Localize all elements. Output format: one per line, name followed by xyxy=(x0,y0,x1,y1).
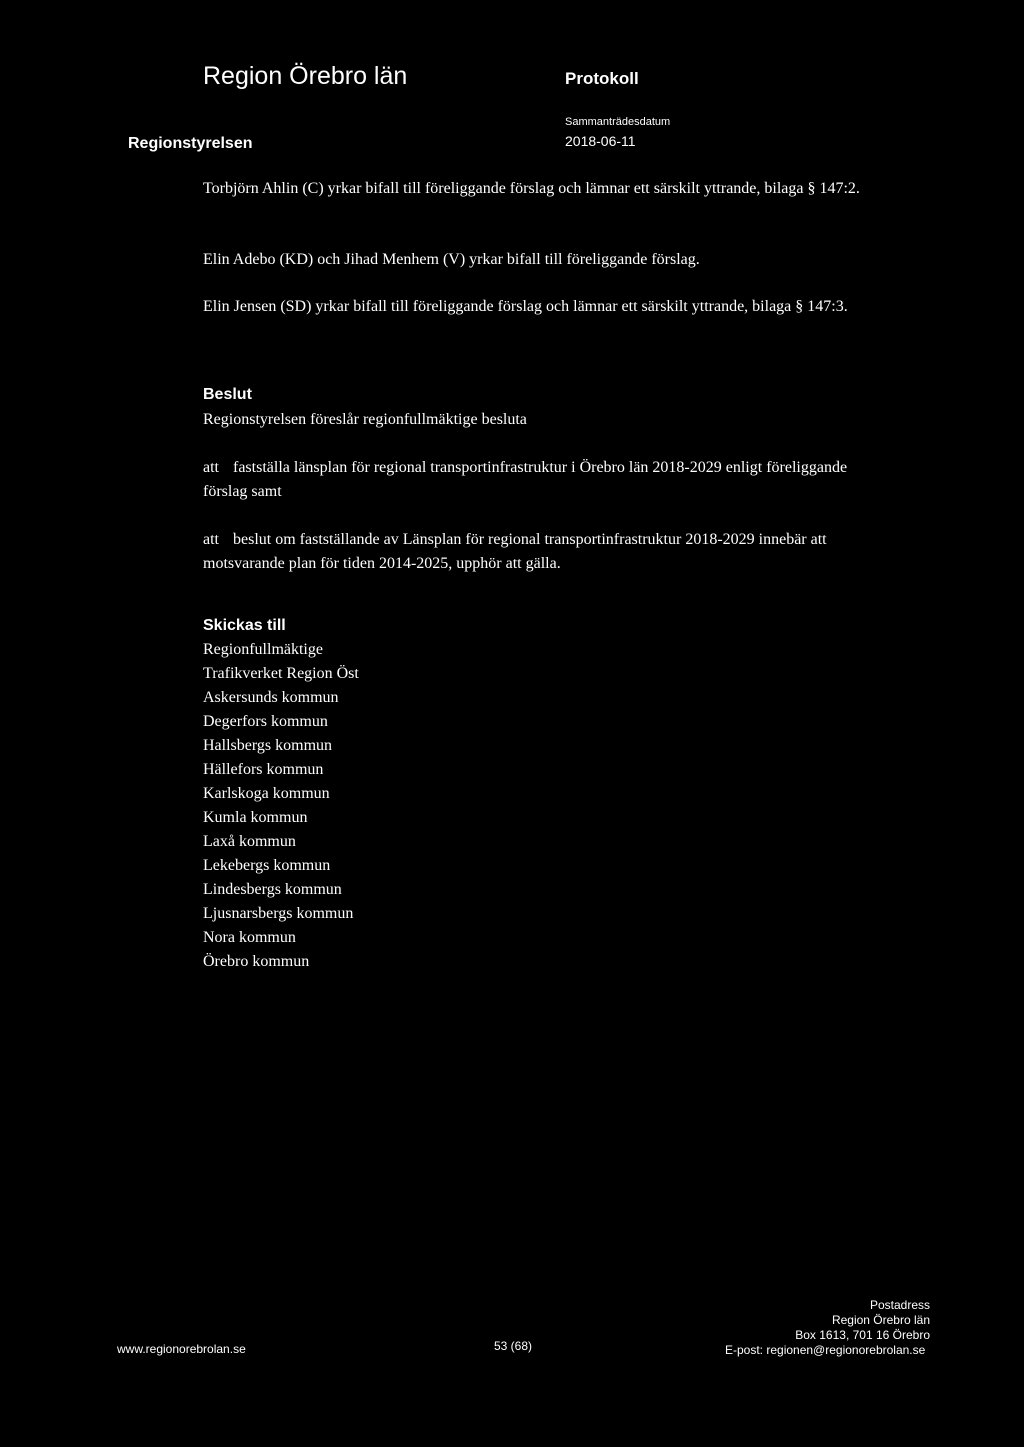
address-name: Region Örebro län xyxy=(831,1313,930,1327)
recipient-item: Askersunds kommun xyxy=(203,689,339,706)
beslut-item-content: beslut om fastställande av Länsplan för regional transportinfrastruktur 2018-2029 innebär att motsvarande plan för tiden 2014-2025, upphör att gälla. xyxy=(203,531,827,572)
paragraph-text: Torbjörn Ahlin (C) yrkar bifall till föreliggande förslag och lämnar ett särskilt yttrande, bilaga § 147:2. xyxy=(203,180,860,197)
recipient-item: Lindesbergs kommun xyxy=(203,881,342,898)
beslut-intro xyxy=(203,408,883,432)
board-name: Regionstyrelsen xyxy=(128,135,253,152)
att-word: att xyxy=(203,459,219,476)
paragraph-text: Elin Adebo (KD) och Jihad Menhem (V) yrkar bifall till föreliggande förslag. xyxy=(203,251,700,268)
recipient-item: Ljusnarsbergs kommun xyxy=(203,905,354,922)
footer-page-number: 53 (68) xyxy=(494,1339,533,1353)
address-email[interactable]: E-post: regionen@regionorebrolan.se xyxy=(725,1343,926,1357)
recipient-item: Trafikverket Region Öst xyxy=(203,665,359,682)
meeting-date-value: 2018-06-11 xyxy=(565,133,636,149)
paragraph-text: Elin Jensen (SD) yrkar bifall till föreliggande förslag och lämnar ett särskilt yttrande, bilaga § 147:3. xyxy=(203,298,848,315)
recipient-item: Regionfullmäktige xyxy=(203,641,323,658)
recipient-item: Nora kommun xyxy=(203,929,296,946)
beslut-item xyxy=(203,456,883,504)
recipient-item: Hällefors kommun xyxy=(203,761,324,778)
beslut-item xyxy=(203,528,883,576)
recipient-item: Degerfors kommun xyxy=(203,713,328,730)
paragraph-jensen xyxy=(203,295,883,319)
section-heading-skickas-till: Skickas till xyxy=(203,617,286,634)
beslut-intro-text: Regionstyrelsen föreslår regionfullmäktige besluta xyxy=(203,411,527,428)
footer-website-link[interactable]: www.regionorebrolan.se xyxy=(117,1342,246,1356)
recipient-item: Karlskoga kommun xyxy=(203,785,330,802)
paragraph-ahlin xyxy=(203,177,883,201)
beslut-item-text xyxy=(203,456,883,504)
footer-postal-address xyxy=(710,1298,930,1358)
recipient-item: Kumla kommun xyxy=(203,809,308,826)
recipient-item: Laxå kommun xyxy=(203,833,296,850)
att-word: att xyxy=(203,531,219,548)
document-type: Protokoll xyxy=(565,69,639,88)
recipient-item: Örebro kommun xyxy=(203,953,310,970)
beslut-item-content: fastställa länsplan för regional transportinfrastruktur i Örebro län 2018-2029 enligt föreliggande förslag samt xyxy=(203,459,848,500)
recipient-item: Hallsbergs kommun xyxy=(203,737,333,754)
recipient-list xyxy=(203,638,359,974)
address-box: Box 1613, 701 16 Örebro xyxy=(795,1328,930,1342)
meeting-date-label: Sammanträdesdatum xyxy=(565,116,671,128)
organization-name: Region Örebro län xyxy=(203,62,408,90)
beslut-item-text xyxy=(203,528,883,576)
address-label: Postadress xyxy=(869,1298,930,1312)
section-heading-beslut: Beslut xyxy=(203,386,252,403)
recipient-item: Lekebergs kommun xyxy=(203,857,331,874)
paragraph-adebo-menhem xyxy=(203,248,883,272)
